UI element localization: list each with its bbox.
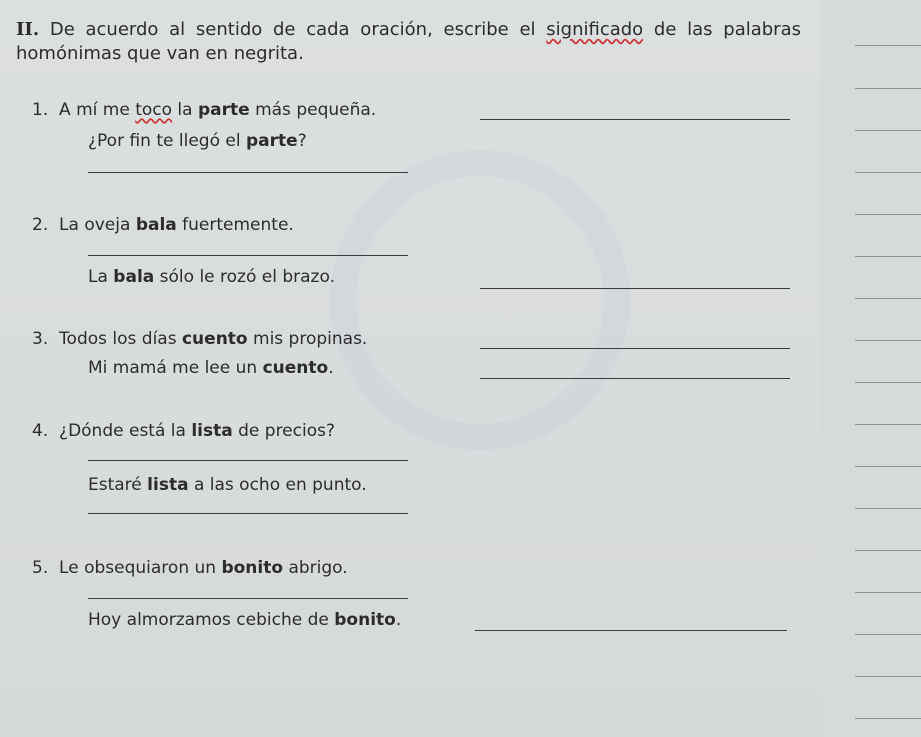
notebook-rule <box>855 466 921 467</box>
sentence-text: de precios? <box>232 421 335 441</box>
section-numeral: II. <box>16 19 40 40</box>
homonym-word: bala <box>113 267 155 287</box>
item-4-sentence-b <box>88 474 367 496</box>
sentence-text: ¿Por fin te llegó el <box>88 131 246 151</box>
homonym-word: parte <box>197 100 250 120</box>
notebook-rule <box>855 88 921 89</box>
homonym-word: bonito <box>221 558 284 578</box>
sentence-text: abrigo. <box>283 558 348 578</box>
instruction-text-b: de las palabras homónimas que van en negrita. <box>16 19 801 64</box>
answer-blank-5b[interactable] <box>475 630 787 631</box>
notebook-rule <box>855 592 921 593</box>
sentence-text: Todos los días <box>59 329 182 349</box>
item-number: 3. <box>32 329 49 349</box>
instruction-text-a: De acuerdo al sentido de cada oración, escribe el <box>49 19 547 40</box>
sentence-text: A mí me <box>59 100 136 120</box>
notebook-rule <box>855 298 921 299</box>
answer-blank-3b[interactable] <box>480 378 790 379</box>
sentence-text: más pequeña. <box>249 100 377 120</box>
homonym-word: cuento <box>262 358 329 378</box>
item-5-sentence-b <box>88 609 401 631</box>
notebook-rule <box>855 256 921 257</box>
sentence-text: Mi mamá me lee un <box>88 358 263 378</box>
notebook-rule <box>855 676 921 677</box>
sentence-text: Estaré <box>88 475 148 495</box>
sentence-text: sólo le rozó el brazo. <box>154 267 335 287</box>
instruction-underlined-word: significado <box>546 19 644 40</box>
sentence-text: ? <box>297 131 307 151</box>
homonym-word: parte <box>245 131 298 151</box>
answer-blank-4b[interactable] <box>88 513 408 514</box>
homonym-word: bonito <box>334 610 396 630</box>
answer-blank-5a[interactable] <box>88 598 408 599</box>
answer-blank-3a[interactable] <box>480 348 790 349</box>
item-number: 5. <box>32 558 49 578</box>
notebook-rule <box>855 340 921 341</box>
notebook-rule <box>855 45 921 46</box>
sentence-text: La <box>88 267 114 287</box>
notebook-rule <box>855 172 921 173</box>
sentence-text: mis propinas. <box>247 329 368 349</box>
item-number: 4. <box>32 421 49 441</box>
answer-blank-2a[interactable] <box>88 255 408 256</box>
section-instruction <box>16 18 801 66</box>
watermark-seal <box>330 150 630 450</box>
item-3-sentence-b <box>88 357 334 379</box>
homonym-word: bala <box>135 215 177 235</box>
sentence-text: La oveja <box>59 215 136 235</box>
item-2-sentence-b <box>88 266 335 288</box>
notebook-rule <box>855 634 921 635</box>
notebook-rule <box>855 550 921 551</box>
notebook-rule <box>855 508 921 509</box>
item-1-sentence-a <box>32 99 376 121</box>
notebook-rule <box>855 130 921 131</box>
item-5-sentence-a <box>32 557 348 579</box>
sentence-text: . <box>395 610 402 630</box>
notebook-binding <box>820 0 921 737</box>
homonym-word: lista <box>191 421 233 441</box>
sentence-text: ¿Dónde está la <box>59 421 192 441</box>
sentence-text: Hoy almorzamos cebiche de <box>88 610 335 630</box>
item-4-sentence-a <box>32 420 335 442</box>
notebook-rule <box>855 424 921 425</box>
underlined-word: toco <box>135 100 173 120</box>
homonym-word: lista <box>147 475 189 495</box>
answer-blank-2b[interactable] <box>480 288 790 289</box>
answer-blank-1b[interactable] <box>88 172 408 173</box>
sentence-text: fuertemente. <box>176 215 294 235</box>
item-number: 1. <box>32 100 49 120</box>
item-3-sentence-a <box>32 328 367 350</box>
homonym-word: cuento <box>181 329 248 349</box>
notebook-rule <box>855 718 921 719</box>
sentence-text: la <box>172 100 198 120</box>
notebook-rule <box>855 382 921 383</box>
sentence-text: Le obsequiaron un <box>59 558 222 578</box>
sentence-text: . <box>328 358 334 378</box>
notebook-rule <box>855 214 921 215</box>
answer-blank-4a[interactable] <box>88 460 408 461</box>
sentence-text: a las ocho en punto. <box>188 475 367 495</box>
answer-blank-1a[interactable] <box>480 119 790 120</box>
item-number: 2. <box>32 215 49 235</box>
item-1-sentence-b <box>88 130 307 152</box>
item-2-sentence-a <box>32 214 294 236</box>
